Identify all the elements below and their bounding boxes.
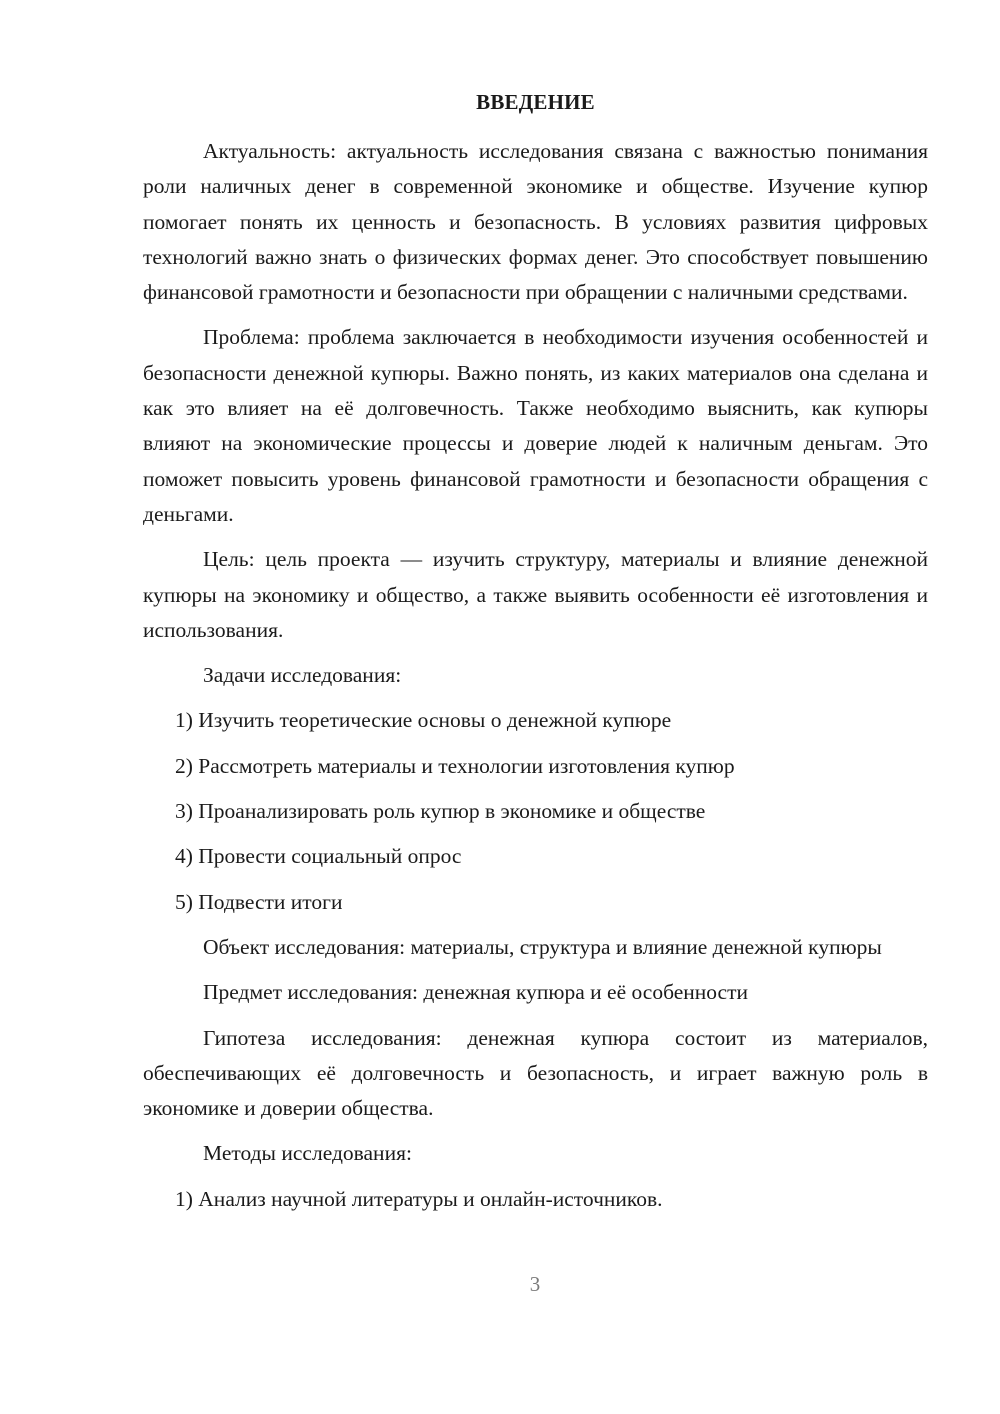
problem-paragraph: Проблема: проблема заключается в необходимости изучения особенностей и безопасности денежной купюры. Важно понять, из каких материалов она сделана и как это влияет на её долговечность. Также необходимо выяснить, как купюры влияют на экономические процессы и доверие людей к наличным деньгам. Это поможет повысить уровень финансовой грамотности и безопасности обращения с деньгами. [143, 325, 928, 526]
goal-paragraph: Цель: цель проекта — изучить структуру, материалы и влияние денежной купюры на экономику и общество, а также выявить особенности её изготовления и использования. [143, 547, 928, 642]
task-item: 1) Изучить теоретические основы о денежной купюре [175, 708, 672, 733]
object-paragraph: Объект исследования: материалы, структура и влияние денежной купюры [203, 934, 882, 959]
relevance-paragraph: Актуальность: актуальность исследования связана с важностью понимания роли наличных денег в современной экономике и обществе. Изучение купюр помогает понять их ценность и безопасность. В условиях развития цифровых технологий важно знать о физических формах денег. Это способствует повышению финансовой грамотности и безопасности при обращении с наличными средствами. [143, 139, 928, 305]
task-item: 5) Подвести итоги [175, 889, 343, 914]
subject-paragraph: Предмет исследования: денежная купюра и её особенности [203, 980, 749, 1005]
task-item: 2) Рассмотреть материалы и технологии изготовления купюр [175, 753, 735, 778]
task-item: 3) Проанализировать роль купюр в экономике и обществе [175, 799, 706, 824]
method-item: 1) Анализ научной литературы и онлайн-источников. [175, 1186, 663, 1211]
hypothesis-paragraph: Гипотеза исследования: денежная купюра состоит из материалов, обеспечивающих её долговечность и безопасность, и играет важную роль в экономике и доверии общества. [143, 1025, 928, 1121]
task-item: 4) Провести социальный опрос [175, 844, 462, 869]
page-title: ВВЕДЕНИЕ [476, 90, 595, 114]
page-number: 3 [529, 1272, 541, 1296]
document-page [143, 90, 928, 1227]
tasks-heading: Задачи исследования: [203, 663, 402, 688]
methods-heading: Методы исследования: [203, 1141, 412, 1166]
